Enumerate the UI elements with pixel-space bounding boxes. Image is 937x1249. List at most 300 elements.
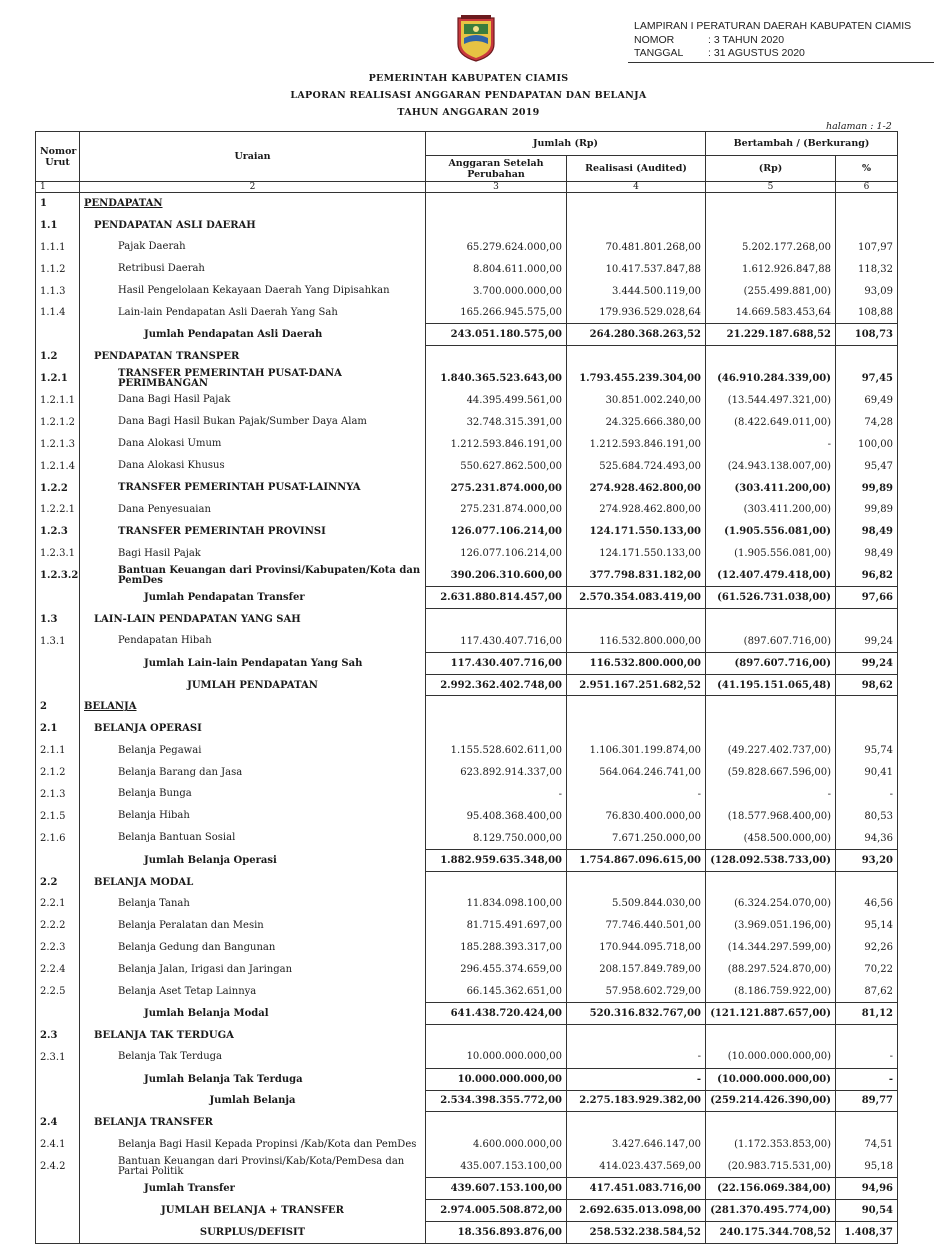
persen-value: 70,22 [836,959,898,981]
row-number [36,1068,80,1090]
row-number: 1.1 [36,214,80,236]
persen-value [836,346,898,368]
row-number: 2.2 [36,871,80,893]
persen-value: 99,89 [836,477,898,499]
row-number: 2.3.1 [36,1046,80,1068]
row-label: Pajak Daerah [80,236,426,258]
persen-value [836,193,898,215]
persen-value: - [836,1068,898,1090]
heading-line-3: TAHUN ANGGARAN 2019 [397,107,540,118]
budget-realization-table [35,131,898,1244]
row-number [36,1221,80,1243]
realisasi-value: 57.958.602.729,00 [567,981,706,1003]
row-number: 2.1 [36,718,80,740]
row-label: Lain-lain Pendapatan Asli Daerah Yang Sah [80,302,426,324]
row-number: 1.2.1.2 [36,411,80,433]
row-number [36,1090,80,1112]
row-number: 1.3 [36,608,80,630]
row-number [36,674,80,696]
row-label: JUMLAH PENDAPATAN [80,674,426,696]
persen-value: 95,74 [836,740,898,762]
heading-line-2: LAPORAN REALISASI ANGGARAN PENDAPATAN DAN BELANJA [290,90,647,101]
header-bertambah: Bertambah / (Berkurang) [706,132,898,156]
realisasi-value [567,608,706,630]
row-label: Jumlah Transfer [80,1178,426,1200]
anggaran-value: 8.129.750.000,00 [426,827,567,849]
anggaran-value [426,696,567,718]
realisasi-value: 70.481.801.268,00 [567,236,706,258]
row-number: 2.3 [36,1024,80,1046]
table-row [36,193,898,215]
persen-value [836,214,898,236]
table-row [36,324,898,346]
row-label: TRANSFER PEMERINTAH PUSAT-LAINNYA [80,477,426,499]
anggaran-value: 3.700.000.000,00 [426,280,567,302]
table-row [36,1134,898,1156]
selisih-value: (458.500.000,00) [706,827,836,849]
header-nomor: Nomor Urut [36,132,80,182]
realisasi-value: 5.509.844.030,00 [567,893,706,915]
table-row [36,455,898,477]
realisasi-value [567,696,706,718]
row-number [36,1002,80,1024]
row-label: Belanja Pegawai [80,740,426,762]
anggaran-value: 10.000.000.000,00 [426,1046,567,1068]
persen-value: 95,47 [836,455,898,477]
table-row [36,718,898,740]
persen-value: 98,62 [836,674,898,696]
row-label: BELANJA MODAL [80,871,426,893]
persen-value: 74,28 [836,411,898,433]
row-number: 1.1.3 [36,280,80,302]
realisasi-value: 1.754.867.096.615,00 [567,849,706,871]
selisih-value: 14.669.583.453,64 [706,302,836,324]
selisih-value: (255.499.881,00) [706,280,836,302]
persen-value: 90,54 [836,1199,898,1221]
anggaran-value: 275.231.874.000,00 [426,477,567,499]
persen-value: 94,36 [836,827,898,849]
realisasi-value: 274.928.462.800,00 [567,499,706,521]
anggaran-value: 435.007.153.100,00 [426,1156,567,1178]
row-number [36,324,80,346]
row-label: BELANJA [80,696,426,718]
selisih-value: (281.370.495.774,00) [706,1199,836,1221]
row-label: Belanja Bagi Hasil Kepada Propinsi /Kab/Kota dan PemDes [80,1134,426,1156]
row-number: 1.1.4 [36,302,80,324]
row-label: Bantuan Keuangan dari Provinsi/Kabupaten/Kota dan PemDes [80,565,426,587]
realisasi-value: 76.830.400.000,00 [567,805,706,827]
persen-value: 107,97 [836,236,898,258]
page-number: halaman : 1-2 [826,121,892,132]
row-number: 2.1.6 [36,827,80,849]
selisih-value [706,871,836,893]
realisasi-value: 1.793.455.239.304,00 [567,368,706,390]
persen-value: 74,51 [836,1134,898,1156]
persen-value: 99,89 [836,499,898,521]
selisih-value: 1.612.926.847,88 [706,258,836,280]
selisih-value: (10.000.000.000,00) [706,1046,836,1068]
table-row [36,915,898,937]
table-row [36,1178,898,1200]
row-number: 1.1.1 [36,236,80,258]
table-row [36,214,898,236]
table-row [36,937,898,959]
row-number: 1.2 [36,346,80,368]
anggaran-value: 32.748.315.391,00 [426,411,567,433]
selisih-value [706,214,836,236]
persen-value: 93,09 [836,280,898,302]
selisih-value: (22.156.069.384,00) [706,1178,836,1200]
anggaran-value: 65.279.624.000,00 [426,236,567,258]
row-number: 2.4 [36,1112,80,1134]
persen-value: 1.408,37 [836,1221,898,1243]
selisih-value: (303.411.200,00) [706,499,836,521]
table-row [36,1156,898,1178]
realisasi-value: - [567,1068,706,1090]
anggaran-value: 126.077.106.214,00 [426,543,567,565]
realisasi-value: 2.570.354.083.419,00 [567,587,706,609]
row-label: Belanja Gedung dan Bangunan [80,937,426,959]
table-row [36,477,898,499]
row-number: 2.2.3 [36,937,80,959]
row-number: 1.2.1 [36,368,80,390]
persen-value [836,696,898,718]
table-row [36,368,898,390]
selisih-value [706,696,836,718]
table-row [36,652,898,674]
colnum-1: 1 [36,182,80,193]
persen-value: 97,45 [836,368,898,390]
row-label: Jumlah Lain-lain Pendapatan Yang Sah [80,652,426,674]
row-label: JUMLAH BELANJA + TRANSFER [80,1199,426,1221]
realisasi-value [567,1024,706,1046]
row-label: Dana Alokasi Umum [80,433,426,455]
table-row [36,1112,898,1134]
table-row [36,499,898,521]
persen-value: 96,82 [836,565,898,587]
anggaran-value: 11.834.098.100,00 [426,893,567,915]
anggaran-value: 1.882.959.635.348,00 [426,849,567,871]
row-label: TRANSFER PEMERINTAH PUSAT-DANA PERIMBANGAN [80,368,426,390]
realisasi-value: 258.532.238.584,52 [567,1221,706,1243]
anggaran-value: 439.607.153.100,00 [426,1178,567,1200]
anggaran-value: 243.051.180.575,00 [426,324,567,346]
row-number [36,849,80,871]
realisasi-value: 10.417.537.847,88 [567,258,706,280]
persen-value: 98,49 [836,521,898,543]
anggaran-value: 117.430.407.716,00 [426,652,567,674]
row-label: Dana Bagi Hasil Pajak [80,390,426,412]
row-number: 2.1.3 [36,784,80,806]
table-row [36,390,898,412]
row-number: 1.2.3 [36,521,80,543]
row-number: 2.1.5 [36,805,80,827]
lampiran-divider [628,62,934,63]
realisasi-value: - [567,1046,706,1068]
persen-value: 99,24 [836,652,898,674]
heading-line-1: PEMERINTAH KABUPATEN CIAMIS [368,73,569,84]
anggaran-value: 117.430.407.716,00 [426,630,567,652]
row-label: Dana Bagi Hasil Bukan Pajak/Sumber Daya Alam [80,411,426,433]
selisih-value: (259.214.426.390,00) [706,1090,836,1112]
table-row [36,302,898,324]
selisih-value: (128.092.538.733,00) [706,849,836,871]
realisasi-value [567,718,706,740]
lampiran-title: LAMPIRAN I PERATURAN DAERAH KABUPATEN CIAMIS [634,20,912,32]
persen-value: 93,20 [836,849,898,871]
persen-value: 90,41 [836,762,898,784]
persen-value [836,718,898,740]
selisih-value: (8.186.759.922,00) [706,981,836,1003]
persen-value: 97,66 [836,587,898,609]
anggaran-value: 623.892.914.337,00 [426,762,567,784]
persen-value: 69,49 [836,390,898,412]
row-number: 1.2.2 [36,477,80,499]
anggaran-value [426,608,567,630]
table-row [36,433,898,455]
row-number: 2 [36,696,80,718]
selisih-value: (49.227.402.737,00) [706,740,836,762]
realisasi-value: - [567,784,706,806]
persen-value [836,1112,898,1134]
row-label: LAIN-LAIN PENDAPATAN YANG SAH [80,608,426,630]
persen-value: 89,77 [836,1090,898,1112]
row-number [36,587,80,609]
realisasi-value: 179.936.529.028,64 [567,302,706,324]
row-number: 1.1.2 [36,258,80,280]
anggaran-value: 81.715.491.697,00 [426,915,567,937]
table-row [36,805,898,827]
selisih-value: (10.000.000.000,00) [706,1068,836,1090]
anggaran-value: 1.840.365.523.643,00 [426,368,567,390]
row-label: Jumlah Pendapatan Transfer [80,587,426,609]
realisasi-value: 124.171.550.133,00 [567,521,706,543]
selisih-value: (59.828.667.596,00) [706,762,836,784]
table-row [36,543,898,565]
table-row [36,565,898,587]
realisasi-value: 2.275.183.929.382,00 [567,1090,706,1112]
anggaran-value: 4.600.000.000,00 [426,1134,567,1156]
table-row [36,740,898,762]
selisih-value: 21.229.187.688,52 [706,324,836,346]
row-label: Belanja Jalan, Irigasi dan Jaringan [80,959,426,981]
row-label: Jumlah Pendapatan Asli Daerah [80,324,426,346]
header-realisasi: Realisasi (Audited) [567,156,706,182]
anggaran-value: 95.408.368.400,00 [426,805,567,827]
realisasi-value: 124.171.550.133,00 [567,543,706,565]
table-row [36,959,898,981]
realisasi-value: 1.106.301.199.874,00 [567,740,706,762]
header-jumlah: Jumlah (Rp) [426,132,706,156]
anggaran-value: 8.804.611.000,00 [426,258,567,280]
selisih-value: (88.297.524.870,00) [706,959,836,981]
realisasi-value [567,346,706,368]
row-label: Dana Alokasi Khusus [80,455,426,477]
selisih-value: 5.202.177.268,00 [706,236,836,258]
row-number [36,1178,80,1200]
selisih-value: (41.195.151.065,48) [706,674,836,696]
realisasi-value: 3.427.646.147,00 [567,1134,706,1156]
selisih-value [706,1024,836,1046]
anggaran-value: 126.077.106.214,00 [426,521,567,543]
row-label: SURPLUS/DEFISIT [80,1221,426,1243]
anggaran-value [426,1112,567,1134]
anggaran-value [426,346,567,368]
row-label: Retribusi Daerah [80,258,426,280]
row-label: Belanja Barang dan Jasa [80,762,426,784]
row-label: Pendapatan Hibah [80,630,426,652]
anggaran-value: 1.212.593.846.191,00 [426,433,567,455]
anggaran-value: 641.438.720.424,00 [426,1002,567,1024]
persen-value [836,1024,898,1046]
row-number [36,1199,80,1221]
selisih-value: (3.969.051.196,00) [706,915,836,937]
selisih-value: (18.577.968.400,00) [706,805,836,827]
table-row [36,849,898,871]
persen-value: 94,96 [836,1178,898,1200]
persen-value: 98,49 [836,543,898,565]
table-row [36,280,898,302]
row-number: 2.2.2 [36,915,80,937]
persen-value: 95,18 [836,1156,898,1178]
realisasi-value: 77.746.440.501,00 [567,915,706,937]
table-row [36,630,898,652]
row-label: Bagi Hasil Pajak [80,543,426,565]
table-row [36,411,898,433]
selisih-value: (6.324.254.070,00) [706,893,836,915]
row-number: 1.3.1 [36,630,80,652]
header-rp: (Rp) [706,156,836,182]
anggaran-value: 165.266.945.575,00 [426,302,567,324]
realisasi-value: 2.692.635.013.098,00 [567,1199,706,1221]
header-uraian: Uraian [80,132,426,182]
selisih-value: - [706,433,836,455]
row-label: TRANSFER PEMERINTAH PROVINSI [80,521,426,543]
realisasi-value [567,871,706,893]
row-number: 1.2.2.1 [36,499,80,521]
selisih-value: (61.526.731.038,00) [706,587,836,609]
persen-value: 118,32 [836,258,898,280]
table-body [36,193,898,1244]
selisih-value [706,1112,836,1134]
persen-value: 108,88 [836,302,898,324]
table-row [36,1024,898,1046]
row-number: 1.2.1.1 [36,390,80,412]
row-label: Belanja Aset Tetap Lainnya [80,981,426,1003]
anggaran-value [426,1024,567,1046]
row-label: Jumlah Belanja Modal [80,1002,426,1024]
table-row [36,608,898,630]
realisasi-value [567,1112,706,1134]
anggaran-value: 296.455.374.659,00 [426,959,567,981]
persen-value: - [836,1046,898,1068]
colnum-5: 5 [706,182,836,193]
nomor-value: : 3 TAHUN 2020 [708,33,785,46]
row-label: PENDAPATAN [80,193,426,215]
header-anggaran: Anggaran Setelah Perubahan [426,156,567,182]
row-label: Bantuan Keuangan dari Provinsi/Kab/Kota/PemDesa dan Partai Politik [80,1156,426,1178]
ciamis-emblem-logo [455,14,497,62]
selisih-value: 240.175.344.708,52 [706,1221,836,1243]
persen-value: 95,14 [836,915,898,937]
persen-value: - [836,784,898,806]
selisih-value: (46.910.284.339,00) [706,368,836,390]
selisih-value [706,718,836,740]
persen-value: 108,73 [836,324,898,346]
realisasi-value: 274.928.462.800,00 [567,477,706,499]
row-label: Jumlah Belanja [80,1090,426,1112]
lampiran-block [634,20,911,61]
realisasi-value: 24.325.666.380,00 [567,411,706,433]
row-label: BELANJA TRANSFER [80,1112,426,1134]
selisih-value: (1.172.353.853,00) [706,1134,836,1156]
row-number: 1.2.1.4 [36,455,80,477]
persen-value: 46,56 [836,893,898,915]
row-label: Belanja Bunga [80,784,426,806]
row-number: 2.2.5 [36,981,80,1003]
row-number: 1.2.1.3 [36,433,80,455]
row-number: 2.4.2 [36,1156,80,1178]
selisih-value: - [706,784,836,806]
row-number: 1 [36,193,80,215]
table-row [36,696,898,718]
realisasi-value: 2.951.167.251.682,52 [567,674,706,696]
persen-value [836,871,898,893]
colnum-2: 2 [80,182,426,193]
persen-value: 81,12 [836,1002,898,1024]
table-row [36,1002,898,1024]
realisasi-value: 116.532.800.000,00 [567,652,706,674]
row-label: Belanja Bantuan Sosial [80,827,426,849]
selisih-value [706,608,836,630]
anggaran-value: 2.992.362.402.748,00 [426,674,567,696]
table-row [36,521,898,543]
row-number: 2.4.1 [36,1134,80,1156]
selisih-value: (897.607.716,00) [706,652,836,674]
row-number: 2.1.2 [36,762,80,784]
persen-value: 100,00 [836,433,898,455]
realisasi-value: 208.157.849.789,00 [567,959,706,981]
row-label: Hasil Pengelolaan Kekayaan Daerah Yang Dipisahkan [80,280,426,302]
table-row [36,827,898,849]
realisasi-value: 116.532.800.000,00 [567,630,706,652]
anggaran-value: 18.356.893.876,00 [426,1221,567,1243]
anggaran-value: 2.631.880.814.457,00 [426,587,567,609]
table-row [36,1068,898,1090]
tanggal-label: TANGGAL [634,47,684,59]
table-row [36,587,898,609]
realisasi-value: 1.212.593.846.191,00 [567,433,706,455]
selisih-value: (14.344.297.599,00) [706,937,836,959]
row-label: Belanja Peralatan dan Mesin [80,915,426,937]
realisasi-value: 417.451.083.716,00 [567,1178,706,1200]
persen-value: 80,53 [836,805,898,827]
persen-value: 99,24 [836,630,898,652]
table-row [36,258,898,280]
selisih-value: (303.411.200,00) [706,477,836,499]
realisasi-value: 564.064.246.741,00 [567,762,706,784]
anggaran-value: 550.627.862.500,00 [426,455,567,477]
table-row [36,674,898,696]
realisasi-value: 525.684.724.493,00 [567,455,706,477]
selisih-value: (13.544.497.321,00) [706,390,836,412]
table-row [36,893,898,915]
realisasi-value [567,193,706,215]
selisih-value: (1.905.556.081,00) [706,521,836,543]
realisasi-value: 30.851.002.240,00 [567,390,706,412]
selisih-value: (897.607.716,00) [706,630,836,652]
anggaran-value: 2.534.398.355.772,00 [426,1090,567,1112]
